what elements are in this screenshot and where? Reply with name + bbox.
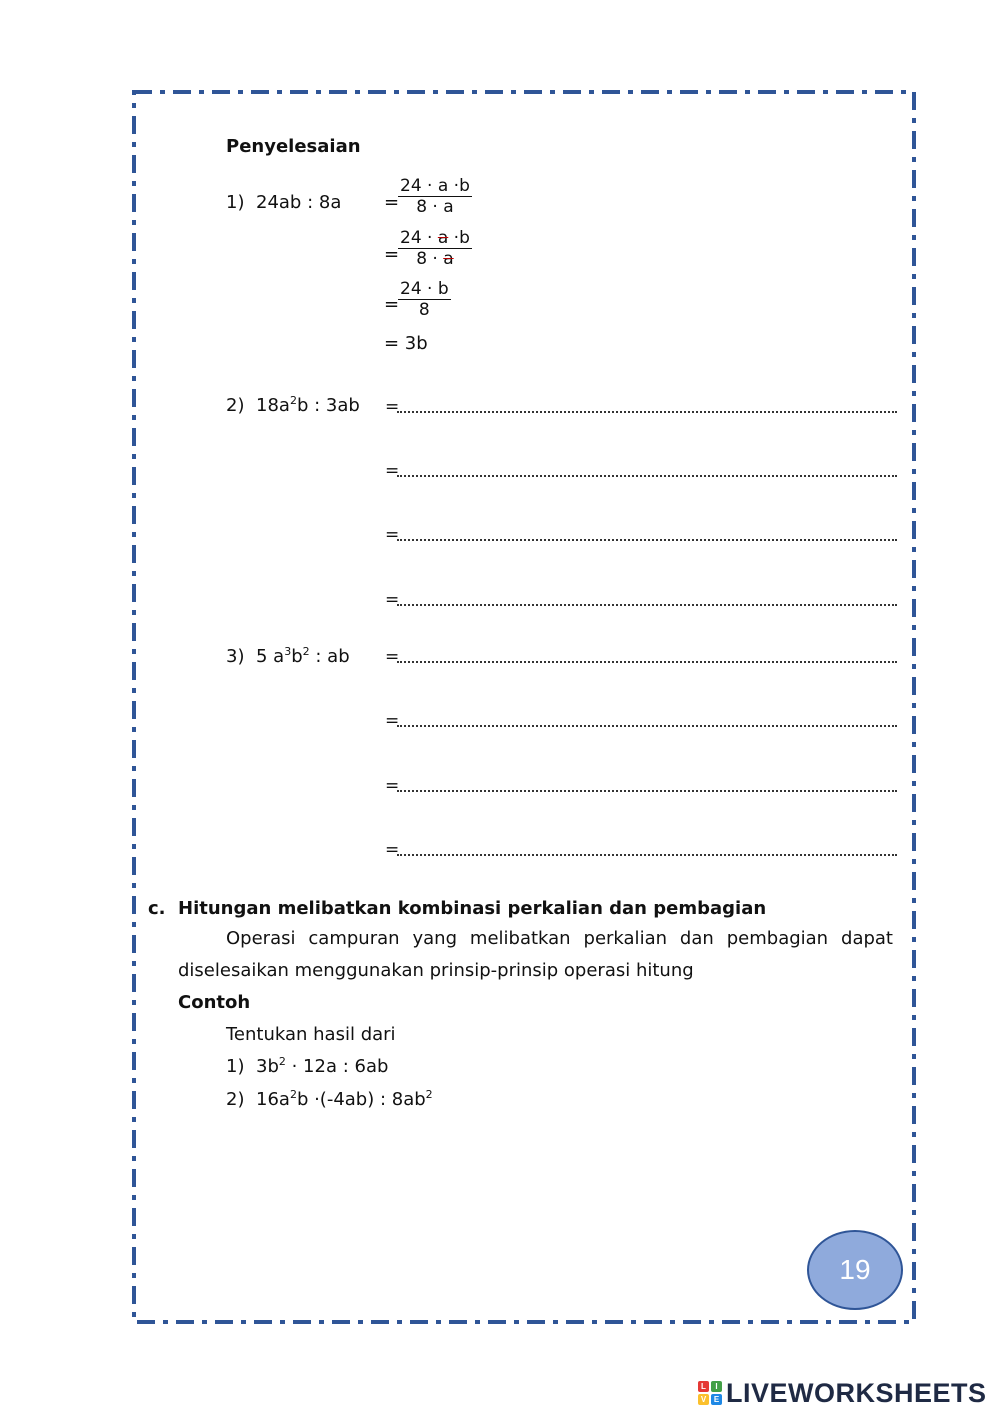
equals-sign: = <box>385 461 400 481</box>
dotted-blank <box>397 539 897 541</box>
step2-den-part: 8 · <box>416 249 444 269</box>
step1-denominator: 8 · a <box>416 197 454 217</box>
expr-part: b : 3ab <box>296 395 360 416</box>
dotted-blank <box>397 475 897 477</box>
step3-fraction <box>398 279 451 320</box>
dotted-blank <box>397 411 897 413</box>
equals-sign: = <box>385 840 400 860</box>
section-paragraph: Operasi campuran yang melibatkan perkalian dan pembagian dapat diselesaikan menggunakan prinsip-prinsip operasi hitung <box>178 928 893 981</box>
expr-part: b ·(-4ab) : 8ab <box>296 1089 426 1110</box>
example-label: Contoh <box>178 992 251 1013</box>
section-letter: c. <box>148 898 166 919</box>
exponent: 2 <box>302 645 310 658</box>
step2-num-cancelled: a <box>437 228 449 248</box>
expr-part: 16a <box>256 1089 290 1110</box>
answer-line[interactable] <box>385 461 897 481</box>
answer-line[interactable] <box>385 525 897 545</box>
answer-line[interactable] <box>385 711 897 731</box>
exponent: 2 <box>289 394 297 407</box>
dotted-blank <box>397 854 897 856</box>
answer-line[interactable] <box>385 647 897 667</box>
answer-line[interactable] <box>385 776 897 796</box>
step1-numerator: 24 · a ·b <box>400 176 470 196</box>
step3-denominator: 8 <box>418 300 430 320</box>
example-item-number: 1) <box>226 1056 245 1077</box>
problem1-expression: 24ab : 8a <box>256 192 342 213</box>
example-item-expression <box>256 1089 433 1110</box>
dotted-blank <box>397 725 897 727</box>
example-instruction: Tentukan hasil dari <box>226 1024 396 1045</box>
equals-sign: = <box>385 590 400 610</box>
step4-result: = 3b <box>384 333 428 354</box>
equals-sign: = <box>385 525 400 545</box>
problem3-expression <box>256 646 350 667</box>
step2-den-cancelled: a <box>443 249 454 269</box>
equals-sign: = <box>385 711 400 731</box>
page-number-badge: 19 <box>807 1230 903 1310</box>
step3-numerator: 24 · b <box>400 279 449 299</box>
solution-heading: Penyelesaian <box>226 136 361 157</box>
dotted-blank <box>397 790 897 792</box>
logo-cell: E <box>711 1394 722 1405</box>
expr-part: 18a <box>256 395 290 416</box>
brand-name: LIVEWORKSHEETS <box>726 1377 987 1408</box>
equals-sign: = <box>385 397 400 417</box>
dotted-blank <box>397 604 897 606</box>
step3-equals: = <box>384 294 400 315</box>
step2-denominator <box>398 249 472 269</box>
answer-line[interactable] <box>385 397 897 417</box>
exponent: 2 <box>289 1088 297 1101</box>
step1-fraction <box>398 176 472 217</box>
dotted-blank <box>397 661 897 663</box>
section-title: Hitungan melibatkan kombinasi perkalian dan pembagian <box>178 898 767 919</box>
equals-sign: = <box>385 647 400 667</box>
exponent: 3 <box>284 645 292 658</box>
step2-num-part: 24 · <box>400 228 438 248</box>
problem3-number: 3) <box>226 646 245 667</box>
example-item-number: 2) <box>226 1089 245 1110</box>
logo-cell: V <box>698 1394 709 1405</box>
step1-equals: = <box>384 192 400 213</box>
answer-line[interactable] <box>385 590 897 610</box>
exponent: 2 <box>278 1055 286 1068</box>
logo-grid-icon <box>698 1381 722 1405</box>
step2-numerator <box>398 228 472 249</box>
problem2-number: 2) <box>226 395 245 416</box>
page-frame <box>132 90 912 1320</box>
example-item-expression <box>256 1056 388 1077</box>
dashed-border <box>132 90 916 1324</box>
liveworksheets-logo <box>698 1378 987 1408</box>
exponent: 2 <box>425 1088 433 1101</box>
step2-equals: = <box>384 244 400 265</box>
logo-cell: L <box>698 1381 709 1392</box>
answer-line[interactable] <box>385 840 897 860</box>
expr-part: 5 a <box>256 646 285 667</box>
expr-part: b <box>291 646 303 667</box>
logo-cell: I <box>711 1381 722 1392</box>
step2-fraction <box>398 228 472 269</box>
step2-num-part: ·b <box>448 228 470 248</box>
problem1-number: 1) <box>226 192 245 213</box>
expr-part: · 12a : 6ab <box>285 1056 389 1077</box>
expr-part: 3b <box>256 1056 279 1077</box>
problem2-expression <box>256 395 360 416</box>
equals-sign: = <box>385 776 400 796</box>
expr-part: : ab <box>309 646 350 667</box>
